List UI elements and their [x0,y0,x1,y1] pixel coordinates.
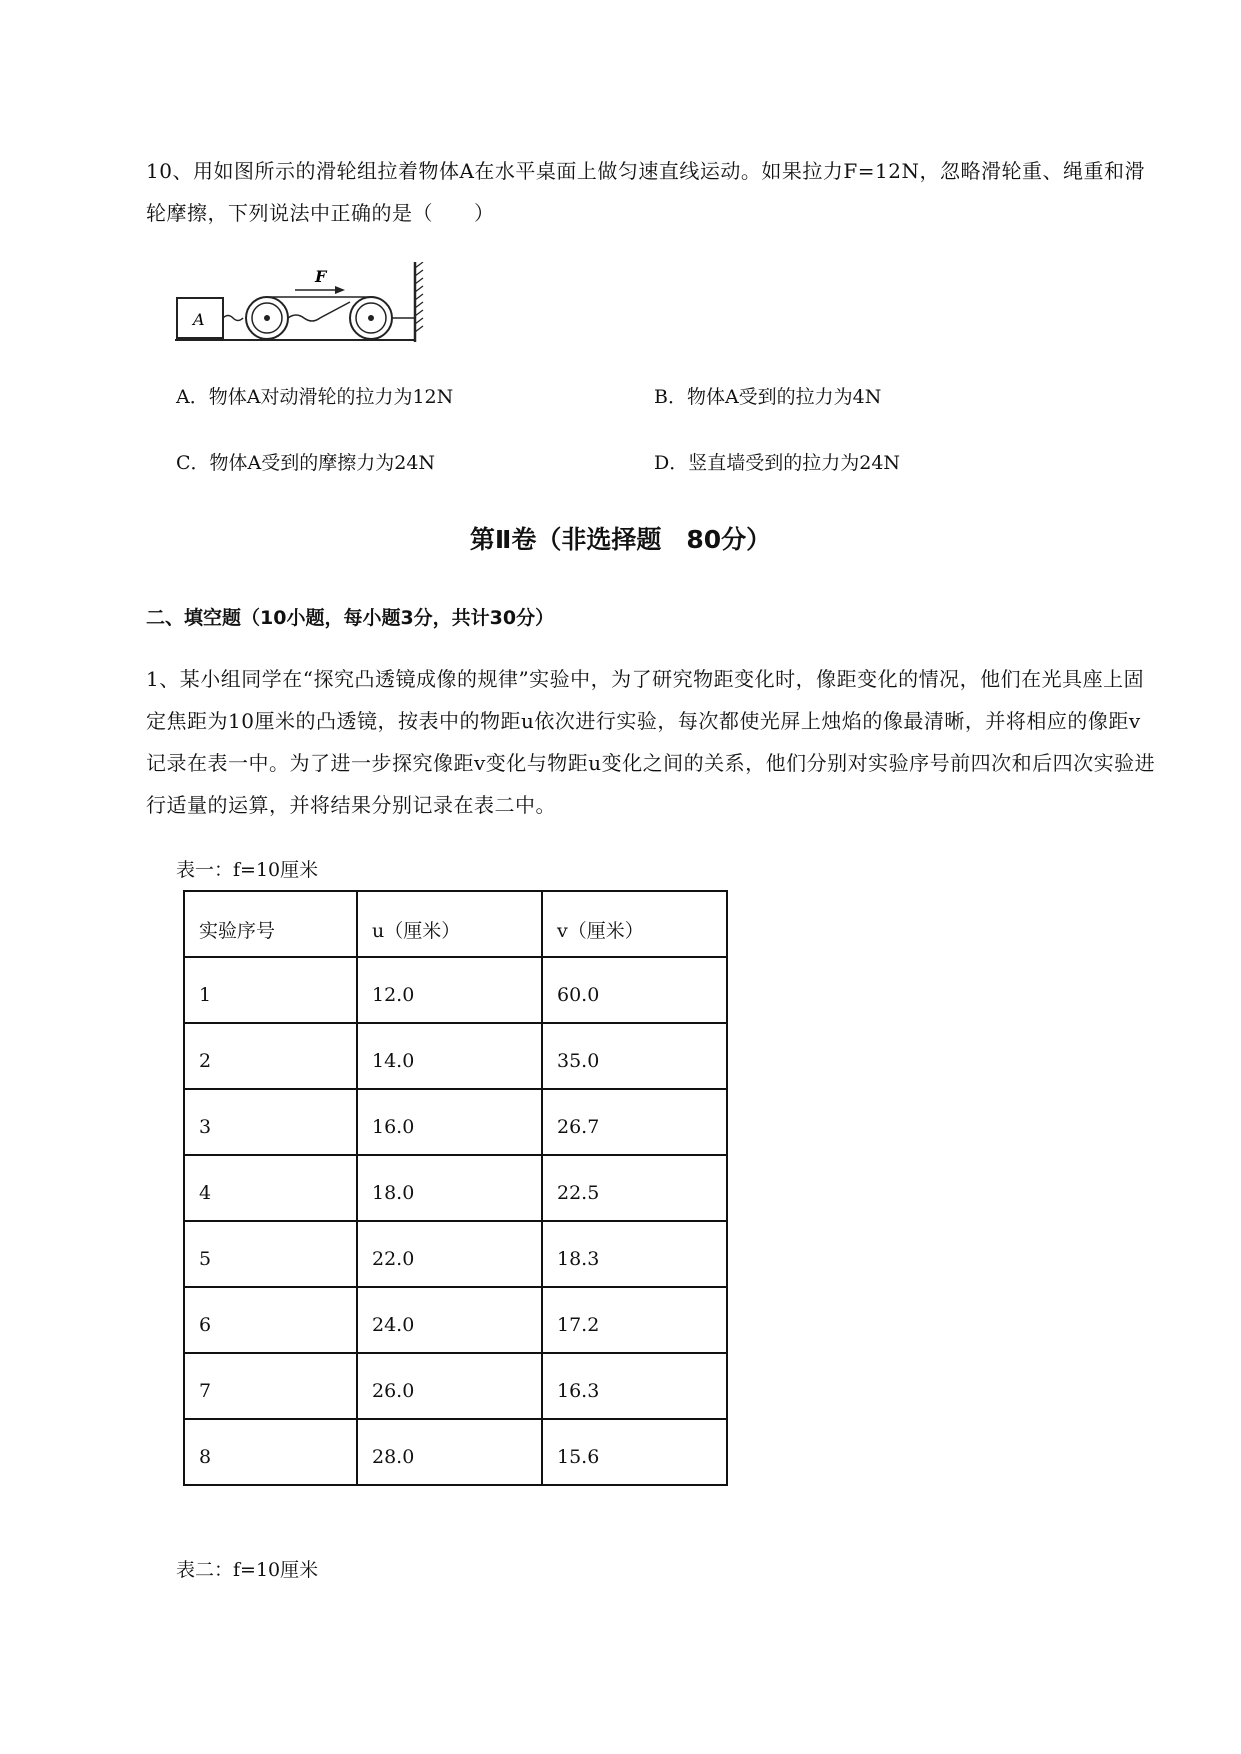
option-c: C．物体A受到的摩擦力为24N [176,452,436,474]
table-cell: 22.0 [357,1221,542,1287]
table-cell: 22.5 [542,1155,727,1221]
table-cell: 26.0 [357,1353,542,1419]
table-cell: 28.0 [357,1419,542,1485]
table-cell: 6 [184,1287,357,1353]
table-cell: 4 [184,1155,357,1221]
table-cell: 35.0 [542,1023,727,1089]
section-title: 第Ⅱ卷（非选择题 80分） [469,525,772,554]
table-cell: 5 [184,1221,357,1287]
table-cell: 1 [184,957,357,1023]
table-cell: 7 [184,1353,357,1419]
table-cell: 16.3 [542,1353,727,1419]
table-cell: 12.0 [357,957,542,1023]
question-1-text: 1、某小组同学在“探究凸透镜成像的规律”实验中，为了研究物距变化时，像距变化的情况，他们在光具座上固定焦距为10厘米的凸透镜，按表中的物距u依次进行实验，每次都使光屏上烛焰的像最清晰，并将相应的像距v记录在表一中。为了进一步探究像距v变化与物距u变化之间的关系，他们分别对实验序号前四次和后四次实验进行适量的运算，并将结果分别记录在表二中。 [146,667,1156,817]
table-header-row [184,891,727,957]
table-cell: 16.0 [357,1089,542,1155]
table-row [184,1287,727,1353]
table-cell: 18.3 [542,1221,727,1287]
fixed-pulley [350,297,392,339]
section-subtitle: 二、填空题（10小题，每小题3分，共计30分） [146,607,555,629]
rope-middle [288,302,350,321]
option-b: B．物体A受到的拉力为4N [654,386,882,408]
table-cell: 15.6 [542,1419,727,1485]
table-row [184,1221,727,1287]
block-a-label: A [193,310,205,329]
table-row [184,1419,727,1485]
table1-caption: 表一：f=10厘米 [176,859,319,881]
table-cell: 26.7 [542,1089,727,1155]
table-row [184,1155,727,1221]
table1 [183,890,728,1486]
option-d: D．竖直墙受到的拉力为24N [654,452,901,474]
table-header-cell: v（厘米） [542,891,727,957]
table-row [184,1089,727,1155]
table-cell: 2 [184,1023,357,1089]
table-cell: 18.0 [357,1155,542,1221]
table-header-cell: 实验序号 [184,891,357,957]
table-row [184,1353,727,1419]
table-cell: 14.0 [357,1023,542,1089]
table-header-cell: u（厘米） [357,891,542,957]
pulley-system-figure [175,262,437,346]
table-cell: 60.0 [542,957,727,1023]
table-cell: 17.2 [542,1287,727,1353]
question-10-text: 10、用如图所示的滑轮组拉着物体A在水平桌面上做匀速直线运动。如果拉力F=12N，忽略滑轮重、绳重和滑轮摩擦，下列说法中正确的是（ ） [146,159,1145,225]
table2-caption: 表二：f=10厘米 [176,1559,319,1581]
table-cell: 24.0 [357,1287,542,1353]
connector-rope [223,316,243,321]
force-arrow-head [335,286,345,294]
option-a: A．物体A对动滑轮的拉力为12N [176,386,454,408]
table-row [184,957,727,1023]
force-label: F [315,267,327,286]
table-cell: 8 [184,1419,357,1485]
movable-pulley [246,297,288,339]
table-cell: 3 [184,1089,357,1155]
table-row [184,1023,727,1089]
